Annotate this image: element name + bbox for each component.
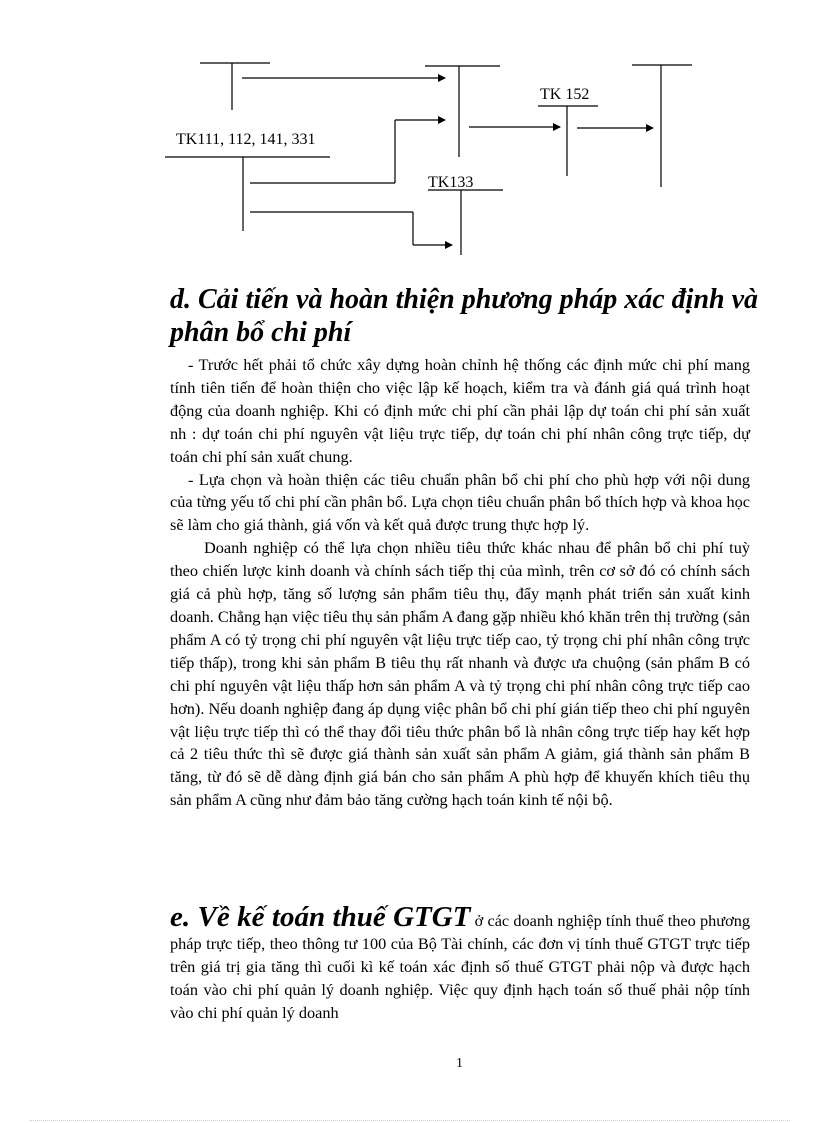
section-d-paragraph-2: - Lựa chọn và hoàn thiện các tiêu chuẩn phân bổ chi phí cho phù hợp với nội dung của từng yếu tố chi phí cần phân bổ. Lựa chọn tiêu chuẩn phân bổ thích hợp và khoa học sẽ làm cho giá thành, giá vốn và kết quả được trung thực hợp lý. <box>170 469 750 535</box>
label-tk152: TK 152 <box>540 86 590 103</box>
section-e <box>170 901 750 1024</box>
section-e-heading: e. Về kế toán thuế GTGT <box>170 901 471 933</box>
section-e-body: ở các doanh nghiệp tính thuế theo phương pháp trực tiếp, theo thông tư 100 của Bộ Tài chính, các đơn vị tính thuế GTGT trực tiếp trên giá trị gia tăng thì cuối kì kế toán xác định số thuế GTGT phải nộp và được hạch toán vào chi phí quản lý doanh nghiệp. Việc quy định hạch toán số thuế phải nộp tính vào chi phí quản lý doanh <box>170 911 750 1022</box>
t-account-diagram <box>0 0 816 270</box>
label-tk133: TK133 <box>428 174 474 191</box>
section-d-paragraph-1: - Trước hết phải tổ chức xây dựng hoàn chỉnh hệ thống các định mức chi phí mang tính tiên tiến để hoàn thiện cho việc lập kế hoạch, kiểm tra và đánh giá quá trình hoạt động của doanh nghiệp. Khi có định mức chi phí cần phải lập dự toán chi phí sản xuất nh : dự toán chi phí nguyên vật liệu trực tiếp, dự toán chi phí nhân công trực tiếp, dự toán chi phí sản xuất chung. <box>170 355 750 466</box>
page-number: 1 <box>456 1056 463 1071</box>
diagram-lines <box>0 0 816 270</box>
page-bottom-divider <box>30 1120 790 1121</box>
section-d-heading: d. Cải tiến và hoàn thiện phương pháp xác định và phân bổ chi phí <box>170 284 759 348</box>
section-d-body <box>170 354 750 812</box>
section-d-paragraph-3: Doanh nghiệp có thể lựa chọn nhiều tiêu thức khác nhau để phân bổ chi phí tuỳ theo chiến lược kinh doanh và chính sách tiếp thị của mình, trên cơ sở đó có chính sách giá cả phù hợp, tăng số lượng sản phẩm tiêu thụ, đẩy mạnh phát triển sản xuất kinh doanh. Chẳng hạn việc tiêu thụ sản phẩm A đang gặp nhiều khó khăn trên thị trường (sản phẩm A có tỷ trọng chi phí nguyên vật liệu trực tiếp cao, tỷ trọng chi phí nhân công trực tiếp thấp), trong khi sản phẩm B tiêu thụ rất nhanh và được ưa chuộng (sản phẩm B có chi phí nguyên vật liệu thấp hơn sản phẩm A và tỷ trọng chi phí nhân công trực tiếp cao hơn). Nếu doanh nghiệp đang áp dụng việc phân bổ chi phí gián tiếp theo chi phí nguyên vật liệu trực tiếp thì có thể thay đổi tiêu thức phân bổ là nhân công trực tiếp hay kết hợp cả 2 tiêu thức thì sẽ được giá thành sản xuất sản phẩm A giảm, giá thành sản phẩm B tăng, từ đó sẽ dễ dàng định giá bán cho sản phẩm A phù hợp để khuyến khích tiêu thụ sản phẩm A cũng như đảm bảo tăng cường hạch toán kinh tế nội bộ. <box>170 538 750 810</box>
label-tk111: TK111, 112, 141, 331 <box>176 131 316 148</box>
section-e-paragraph <box>170 901 750 1024</box>
